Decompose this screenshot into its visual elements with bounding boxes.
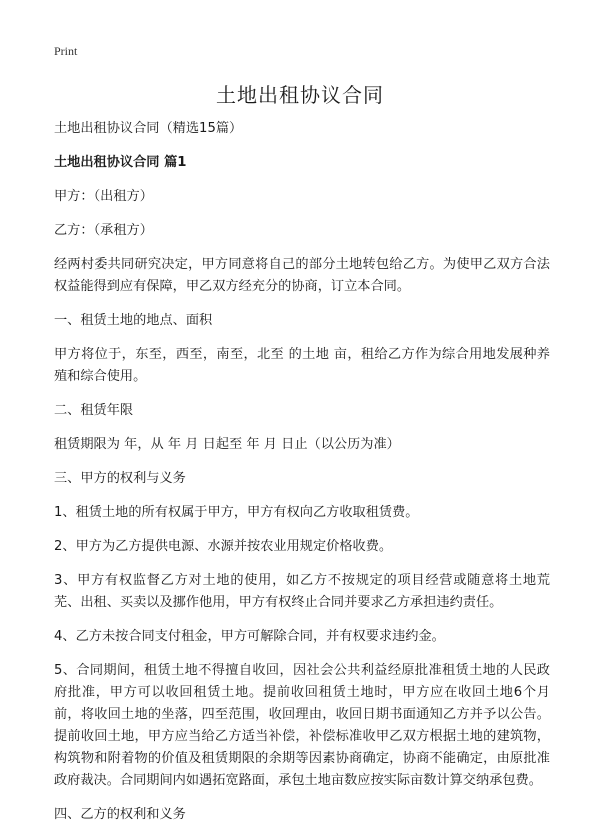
clause-heading-party-a-rights: 三、甲方的权利与义务	[54, 471, 186, 486]
print-link[interactable]: Print	[54, 44, 78, 58]
party-a: 甲方：（出租方）	[54, 189, 153, 204]
document-title: 土地出租协议合同	[216, 83, 384, 107]
clause-heading-party-b-rights: 四、乙方的权利和义务	[54, 807, 186, 822]
party-a-right-5: 5、合同期间，租赁土地不得擅自收回，因社会公共利益经原批准租赁土地的人民政府批准，甲方可以收回租赁土地。提前收回租赁土地时，甲方应在收回土地6个月前，将收回土地的坐落，四至范围，收回理由，收回日期书面通知乙方并予以公告。提前收回土地，甲方应当给乙方适当补偿，补偿标准收甲乙双方根据土地的建筑物，构筑物和附着物的价值及租赁期限的余期等因素协商确定，协商不能确定，由原批准政府裁决。合同期间内如遇拓宽路面，承包土地亩数应按实际亩数计算交纳承包费。	[54, 663, 550, 788]
party-a-right-1: 1、租赁土地的所有权属于甲方，甲方有权向乙方收取租赁费。	[54, 505, 419, 520]
clause-heading-term: 二、租赁年限	[54, 403, 134, 418]
party-a-right-4: 4、乙方未按合同支付租金，甲方可解除合同，并有权要求违约金。	[54, 629, 445, 644]
document-subtitle: 土地出租协议合同（精选15篇）	[54, 121, 243, 136]
term-paragraph: 租赁期限为 年，从 年 月 日起至 年 月 日止（以公历为准）	[54, 437, 400, 452]
intro-paragraph: 经两村委共同研究决定，甲方同意将自己的部分土地转包给乙方。为使甲乙双方合法权益能得到应有保障，甲乙双方经充分的协商，订立本合同。	[54, 257, 550, 294]
location-paragraph: 甲方将位于，东至，西至，南至，北至 的土地 亩，租给乙方作为综合用地发展种养殖和综合使用。	[54, 347, 550, 384]
clause-heading-location: 一、租赁土地的地点、面积	[54, 313, 213, 328]
section-heading: 土地出租协议合同 篇1	[54, 155, 187, 170]
document-body	[54, 118, 550, 838]
party-b: 乙方：（承租方）	[54, 223, 153, 238]
party-a-right-3: 3、甲方有权监督乙方对土地的使用，如乙方不按规定的项目经营或随意将土地荒芜、出租、买卖以及挪作他用，甲方有权终止合同并要求乙方承担违约责任。	[54, 573, 550, 610]
party-a-right-2: 2、甲方为乙方提供电源、水源并按农业用规定价格收费。	[54, 539, 393, 554]
